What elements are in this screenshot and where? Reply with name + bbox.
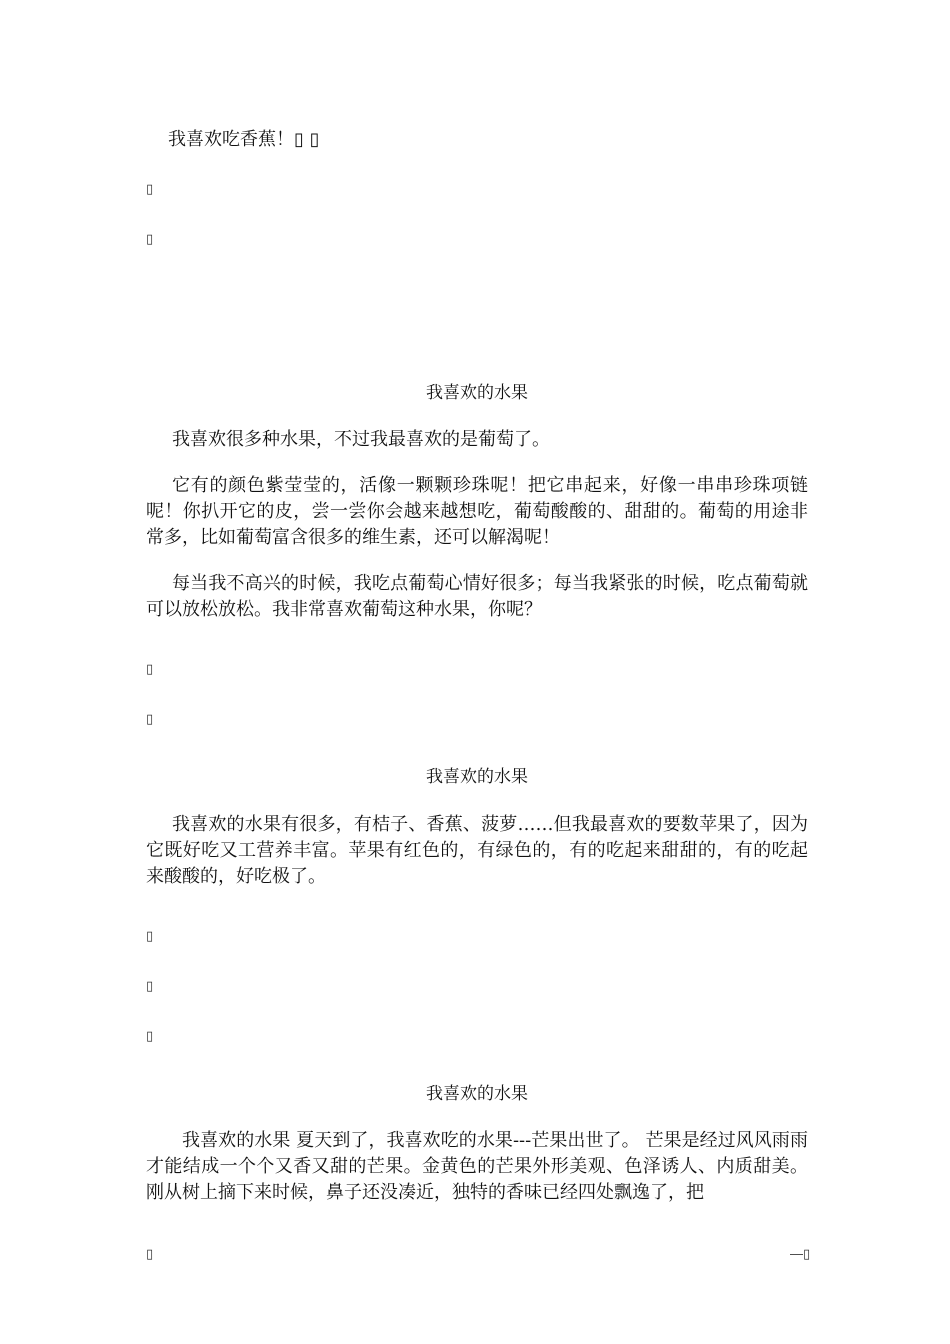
footer-left-glyph: ▯	[146, 1247, 154, 1262]
placeholder-glyph: ▯	[146, 979, 154, 994]
essay1-paragraph-3: 每当我不高兴的时候，我吃点葡萄心情好很多；每当我紧张的时候，吃点葡萄就可以放松放松。我非常喜欢葡萄这种水果，你呢？	[146, 573, 808, 620]
essay2-paragraph-1: 我喜欢的水果有很多，有桔子、香蕉、菠萝……但我最喜欢的要数苹果了，因为它既好吃又工营养丰富。苹果有红色的，有绿色的，有的吃起来甜甜的，有的吃起来酸酸的，好吃极了。	[146, 814, 808, 887]
placeholder-glyph: ▯	[146, 929, 154, 944]
placeholder-glyph: ▯	[146, 662, 154, 677]
essay1-title: 我喜欢的水果	[426, 383, 528, 403]
placeholder-glyph: ▯	[146, 1029, 154, 1044]
essay1-paragraph-1: 我喜欢很多种水果，不过我最喜欢的是葡萄了。	[172, 429, 550, 450]
footer-right-glyph: ―▯	[790, 1247, 811, 1262]
essay3-paragraph-1: 我喜欢的水果 夏天到了，我喜欢吃的水果---芒果出世了。 芒果是经过风风雨雨才能结成一个个又香又甜的芒果。金黄色的芒果外形美观、色泽诱人、内质甜美。刚从树上摘下来时候，鼻子还没凑近，独特的香味已经四处飘逸了，把	[146, 1130, 808, 1203]
intro-line: 我喜欢吃香蕉！▯ ▯	[168, 129, 320, 150]
essay3-title: 我喜欢的水果	[426, 1084, 528, 1104]
essay1-paragraph-2: 它有的颜色紫莹莹的，活像一颗颗珍珠呢！把它串起来，好像一串串珍珠项链呢！你扒开它的皮，尝一尝你会越来越想吃，葡萄酸酸的、甜甜的。葡萄的用途非常多，比如葡萄富含很多的维生素，还可以解渴呢！	[146, 475, 808, 548]
placeholder-glyph: ▯	[146, 182, 154, 197]
placeholder-glyph: ▯	[146, 712, 154, 727]
essay2-title: 我喜欢的水果	[426, 767, 528, 787]
placeholder-glyph: ▯	[146, 232, 154, 247]
